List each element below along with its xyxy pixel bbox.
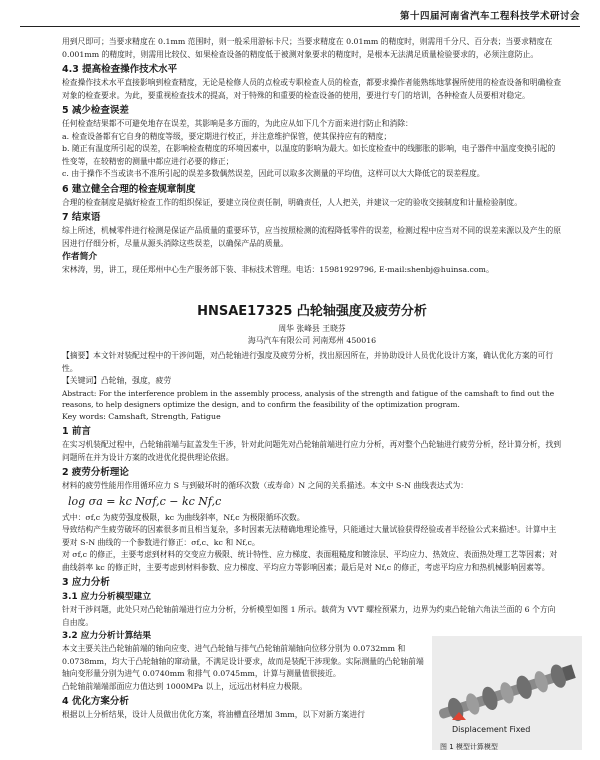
keywords-en: Key words: Camshaft, Strength, Fatigue [62, 411, 221, 421]
abstract-en: Abstract: For the interference problem in the assembly process, analysis of the strength and fatigue of the camshaft to find out the reasons, to help designers optimize the design, and to confirm the feasibility of the optimization program. [62, 388, 555, 409]
paragraph: 凸轮轴前端端部面应力值达到 1000MPa 以上，远远出材料应力极限。 [62, 681, 308, 691]
article-authors: 周华 张峰县 王晓芬 [278, 324, 346, 333]
section-heading: 6 建立健全合理的检查规章制度 [62, 183, 196, 195]
figure-caption: 图 1 模型计算模型 [440, 743, 498, 751]
article-title: HNSAE17325 凸轮轴强度及疲劳分析 [197, 304, 427, 319]
prev-article [62, 36, 562, 277]
section-heading: 7 结束语 [62, 212, 101, 223]
paragraph: 检查操作技术水平直接影响到检查精度，无论是检修人员的点检或专职检查人员的检查，都要求操作者能熟练地掌握所使用的检查设备和明确检查对象的检查要求。为此，要重视检查技术的提高，对于特殊的和重要的检查设备的使用，要进行专门的培训，各种检查人员要相对稳定。 [62, 78, 561, 100]
subsection-heading: 3.2 应力分析计算结果 [62, 631, 152, 641]
author-info: 宋林涛，男，讲工，现任郑州中心生产服务部下装、非标技术管理。电话：15981929796, E-mail:shenbj@huinsa.com。 [62, 265, 494, 274]
figure-label: Displacement Fixed [452, 725, 531, 734]
keywords-cn: 【关键词】凸轮轴，强度，疲劳 [62, 376, 172, 385]
paragraph: 本文主要关注凸轮轴前端的轴向应变、进气凸轮轴与排气凸轮轴前端轴向位移分别为 0.0732mm 和 0.0738mm，均大于凸轮轴轴的窜动量，不满足设计要求，故而是装配干涉现象。实际测量的凸轮轴前端轴向变形量分别为进气 0.0740mm 和排气 0.0745mm，计算与测量值很接近。 [62, 644, 424, 678]
paragraph: c. 由于操作不当或读书不准所引起的误差多数偶然误差，因此可以取多次测量的平均值，这样可以大大降低它的误差程度。 [62, 169, 485, 178]
paragraph: a. 检查设备都有它自身的精度等级，要定期进行校正，并注意维护保管，使其保持应有的精度； [62, 131, 392, 141]
section-heading: 1 前言 [62, 426, 91, 437]
paragraph: 综上所述，机械零件进行检测是保证产品质量的重要环节，应当按照检测的流程降低零件的误差，检测过程中应当对不同的误差来源以及产生的原因进行仔细分析，尽量从源头消除这些误差，以确保产品的质量。 [62, 226, 561, 248]
section-heading: 4 优化方案分析 [62, 696, 129, 707]
paragraph: 根据以上分析结果，设计人员做出优化方案，将油槽直径增加 3mm，以下对新方案进行 [62, 710, 365, 719]
paragraph: 用到尺即可；当要求精度在 0.1mm 范围时，则一般采用游标卡尺；当要求精度在 0.01mm 的精度时，则需用千分尺、百分表；当要求精度在 0.001mm 的精度时，则需用比较仪、如果检查设备的精度低于被测对象要求的精度时，是根本无法满足质量检验要求的，必须注意防止。 [62, 37, 553, 59]
abstract-cn: 【摘要】本文针对装配过程中的干涉问题，对凸轮轴进行强度及疲劳分析，找出原因所在，并协助设计人员优化设计方案，确认优化方案的可行性。 [62, 351, 554, 373]
paragraph: 材料的疲劳性能用作用循环应力 S 与到破坏时的循环次数（或寿命）N 之间的关系描述。本文中 S-N 曲线表达式为： [62, 481, 469, 490]
paragraph: 合理的检查制度是搞好检查工作的组织保证，要建立岗位责任制，明确责任，人人把关，并建议一定的验收交接制度和计量检验制度。 [62, 197, 523, 207]
paragraph: 针对干涉问题，此处只对凸轮轴前端进行应力分析，分析模型如图 1 所示。载荷为 VVT 螺栓预紧力，边界为约束凸轮轴六角法兰面的 6 个方向自由度。 [62, 605, 556, 627]
subsection-heading: 3.1 应力分析模型建立 [62, 592, 152, 602]
paragraph: 任何检查结果都不可避免地存在误差，其影响是多方面的，为此应从如下几个方面来进行防止和消除： [62, 119, 413, 128]
section-heading: 4.3 提高检查操作技术水平 [62, 64, 178, 75]
author-heading: 作者简介 [62, 252, 98, 262]
paragraph: 式中：σf,c 为疲劳强度极限，kc 为曲线斜率，Nf,c 为极限循环次数。 [62, 512, 305, 522]
article-affiliation: 海马汽车有限公司 河南郑州 450016 [247, 336, 377, 345]
paragraph: b. 随正有温度所引起的误差，在影响检查精度的环境因素中，以温度的影响为最大。如长度检查中的线膨胀的影响，电子器件中温度变换引起的性变等，在较精密的测量中都应进行必要的修正； [62, 144, 556, 166]
section-heading: 5 减少检查误差 [62, 105, 129, 116]
paragraph: 对 σf,c 的修正，主要考虑到材料的交变应力极限、统计特性、应力梯度、表面粗糙度和镀涂层、平均应力、热效应、表面热处理工艺等因素；对曲线斜率 kc 的修正时，主要考虑到材料参数、应力梯度、平均应力等影响因素；最后是对 Nf,c 的修正，考虑平均应力和热机械影响因素等。 [62, 550, 558, 572]
paragraph: 导致结构产生疲劳破坏的因素很多而且相当复杂，多时因素无法精确地理论推导，只能通过大量试验获得经验或者半经验公式来描述¹。计算中主要对 S-N 曲线的一个参数进行修正：σf,c、kc 和 Nf,c。 [62, 525, 557, 547]
header-text: 第十四届河南省汽车工程科技学术研讨会 [399, 11, 580, 22]
sn-formula: log σa = kc Nσf,c − kc Nf,c [68, 494, 222, 508]
section-heading: 2 疲劳分析理论 [62, 467, 129, 478]
running-header [20, 6, 580, 27]
section-heading: 3 应力分析 [62, 577, 110, 588]
paragraph: 在实习机装配过程中，凸轮轴前端与缸盖发生干涉，针对此问题先对凸轮轴前端进行应力分析，再对整个凸轮轴进行疲劳分析，经计算分析，找到问题所在并为设计方案的改进优化提供理论依据。 [62, 440, 561, 462]
